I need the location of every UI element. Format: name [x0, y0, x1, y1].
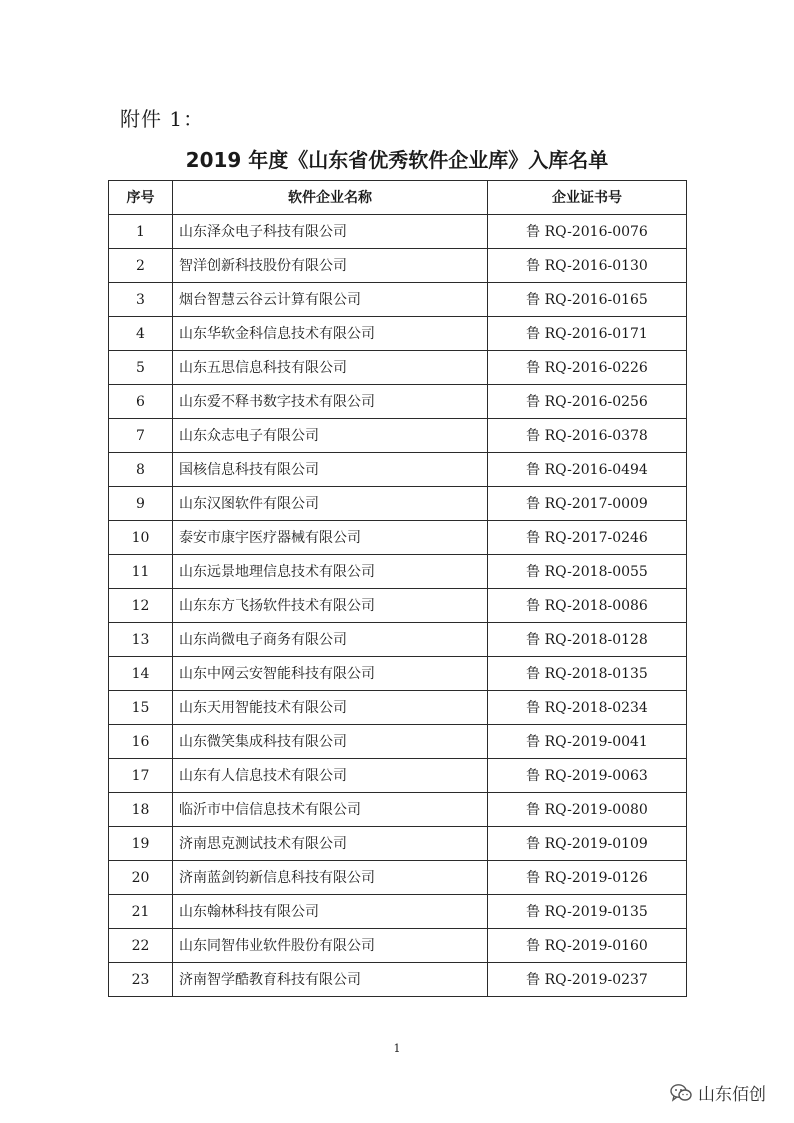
enterprise-name-cell: 济南蓝剑钧新信息科技有限公司	[173, 861, 488, 895]
row-number-cell: 23	[109, 963, 173, 997]
enterprise-name-cell: 山东爱不释书数字技术有限公司	[173, 385, 488, 419]
certificate-number-cell: 鲁 RQ-2019-0080	[488, 793, 687, 827]
column-header-certificate: 企业证书号	[488, 181, 687, 215]
wechat-watermark	[670, 1080, 766, 1105]
table-row	[109, 793, 687, 827]
row-number-cell: 10	[109, 521, 173, 555]
page-number: 1	[393, 1042, 401, 1055]
enterprise-name-cell: 国核信息科技有限公司	[173, 453, 488, 487]
row-number-cell: 21	[109, 895, 173, 929]
table-row	[109, 691, 687, 725]
certificate-number-cell: 鲁 RQ-2019-0160	[488, 929, 687, 963]
table-row	[109, 963, 687, 997]
row-number-cell: 17	[109, 759, 173, 793]
table-row	[109, 623, 687, 657]
document-title: 2019 年度《山东省优秀软件企业库》入库名单	[185, 148, 609, 172]
row-number-cell: 19	[109, 827, 173, 861]
table-row	[109, 929, 687, 963]
table-row	[109, 657, 687, 691]
certificate-number-cell: 鲁 RQ-2016-0165	[488, 283, 687, 317]
table-row	[109, 861, 687, 895]
certificate-number-cell: 鲁 RQ-2016-0256	[488, 385, 687, 419]
certificate-number-cell: 鲁 RQ-2017-0246	[488, 521, 687, 555]
table-row	[109, 759, 687, 793]
row-number-cell: 1	[109, 215, 173, 249]
row-number-cell: 2	[109, 249, 173, 283]
row-number-cell: 16	[109, 725, 173, 759]
certificate-number-cell: 鲁 RQ-2016-0378	[488, 419, 687, 453]
column-header-name: 软件企业名称	[173, 181, 488, 215]
enterprise-name-cell: 泰安市康宇医疗器械有限公司	[173, 521, 488, 555]
certificate-number-cell: 鲁 RQ-2018-0234	[488, 691, 687, 725]
enterprise-name-cell: 山东汉图软件有限公司	[173, 487, 488, 521]
row-number-cell: 11	[109, 555, 173, 589]
enterprise-name-cell: 智洋创新科技股份有限公司	[173, 249, 488, 283]
row-number-cell: 18	[109, 793, 173, 827]
enterprise-name-cell: 山东远景地理信息技术有限公司	[173, 555, 488, 589]
table-row	[109, 317, 687, 351]
enterprise-name-cell: 烟台智慧云谷云计算有限公司	[173, 283, 488, 317]
table-header-row	[109, 181, 687, 215]
table-row	[109, 827, 687, 861]
row-number-cell: 14	[109, 657, 173, 691]
enterprise-name-cell: 山东微笑集成科技有限公司	[173, 725, 488, 759]
table-row	[109, 725, 687, 759]
enterprise-name-cell: 山东众志电子有限公司	[173, 419, 488, 453]
certificate-number-cell: 鲁 RQ-2018-0128	[488, 623, 687, 657]
certificate-number-cell: 鲁 RQ-2018-0135	[488, 657, 687, 691]
table-row	[109, 555, 687, 589]
certificate-number-cell: 鲁 RQ-2019-0063	[488, 759, 687, 793]
certificate-number-cell: 鲁 RQ-2017-0009	[488, 487, 687, 521]
enterprise-name-cell: 山东华软金科信息技术有限公司	[173, 317, 488, 351]
enterprise-name-cell: 山东五思信息科技有限公司	[173, 351, 488, 385]
certificate-number-cell: 鲁 RQ-2019-0126	[488, 861, 687, 895]
enterprise-name-cell: 山东有人信息技术有限公司	[173, 759, 488, 793]
table-row	[109, 351, 687, 385]
table-row	[109, 589, 687, 623]
enterprise-name-cell: 山东翰林科技有限公司	[173, 895, 488, 929]
row-number-cell: 12	[109, 589, 173, 623]
enterprise-name-cell: 山东中网云安智能科技有限公司	[173, 657, 488, 691]
table-row	[109, 419, 687, 453]
row-number-cell: 22	[109, 929, 173, 963]
certificate-number-cell: 鲁 RQ-2016-0130	[488, 249, 687, 283]
table-row	[109, 249, 687, 283]
enterprise-name-cell: 临沂市中信信息技术有限公司	[173, 793, 488, 827]
row-number-cell: 6	[109, 385, 173, 419]
watermark-text: 山东佰创	[698, 1085, 766, 1105]
certificate-number-cell: 鲁 RQ-2016-0226	[488, 351, 687, 385]
row-number-cell: 13	[109, 623, 173, 657]
table-row	[109, 215, 687, 249]
enterprise-table	[108, 180, 687, 997]
row-number-cell: 7	[109, 419, 173, 453]
attachment-label: 附件 1：	[120, 107, 205, 131]
enterprise-name-cell: 山东泽众电子科技有限公司	[173, 215, 488, 249]
enterprise-name-cell: 山东同智伟业软件股份有限公司	[173, 929, 488, 963]
row-number-cell: 9	[109, 487, 173, 521]
column-header-number: 序号	[109, 181, 173, 215]
row-number-cell: 8	[109, 453, 173, 487]
row-number-cell: 3	[109, 283, 173, 317]
table-row	[109, 283, 687, 317]
enterprise-name-cell: 济南智学酷教育科技有限公司	[173, 963, 488, 997]
certificate-number-cell: 鲁 RQ-2019-0041	[488, 725, 687, 759]
certificate-number-cell: 鲁 RQ-2018-0055	[488, 555, 687, 589]
table-row	[109, 453, 687, 487]
enterprise-name-cell: 山东东方飞扬软件技术有限公司	[173, 589, 488, 623]
certificate-number-cell: 鲁 RQ-2019-0135	[488, 895, 687, 929]
row-number-cell: 15	[109, 691, 173, 725]
table-row	[109, 521, 687, 555]
enterprise-name-cell: 山东尚微电子商务有限公司	[173, 623, 488, 657]
enterprise-name-cell: 济南思克测试技术有限公司	[173, 827, 488, 861]
wechat-icon	[670, 1083, 692, 1103]
certificate-number-cell: 鲁 RQ-2019-0109	[488, 827, 687, 861]
certificate-number-cell: 鲁 RQ-2018-0086	[488, 589, 687, 623]
certificate-number-cell: 鲁 RQ-2016-0171	[488, 317, 687, 351]
enterprise-name-cell: 山东天用智能技术有限公司	[173, 691, 488, 725]
row-number-cell: 20	[109, 861, 173, 895]
certificate-number-cell: 鲁 RQ-2019-0237	[488, 963, 687, 997]
row-number-cell: 5	[109, 351, 173, 385]
table-body	[109, 215, 687, 997]
table-row	[109, 895, 687, 929]
table-row	[109, 487, 687, 521]
table-row	[109, 385, 687, 419]
certificate-number-cell: 鲁 RQ-2016-0076	[488, 215, 687, 249]
row-number-cell: 4	[109, 317, 173, 351]
certificate-number-cell: 鲁 RQ-2016-0494	[488, 453, 687, 487]
